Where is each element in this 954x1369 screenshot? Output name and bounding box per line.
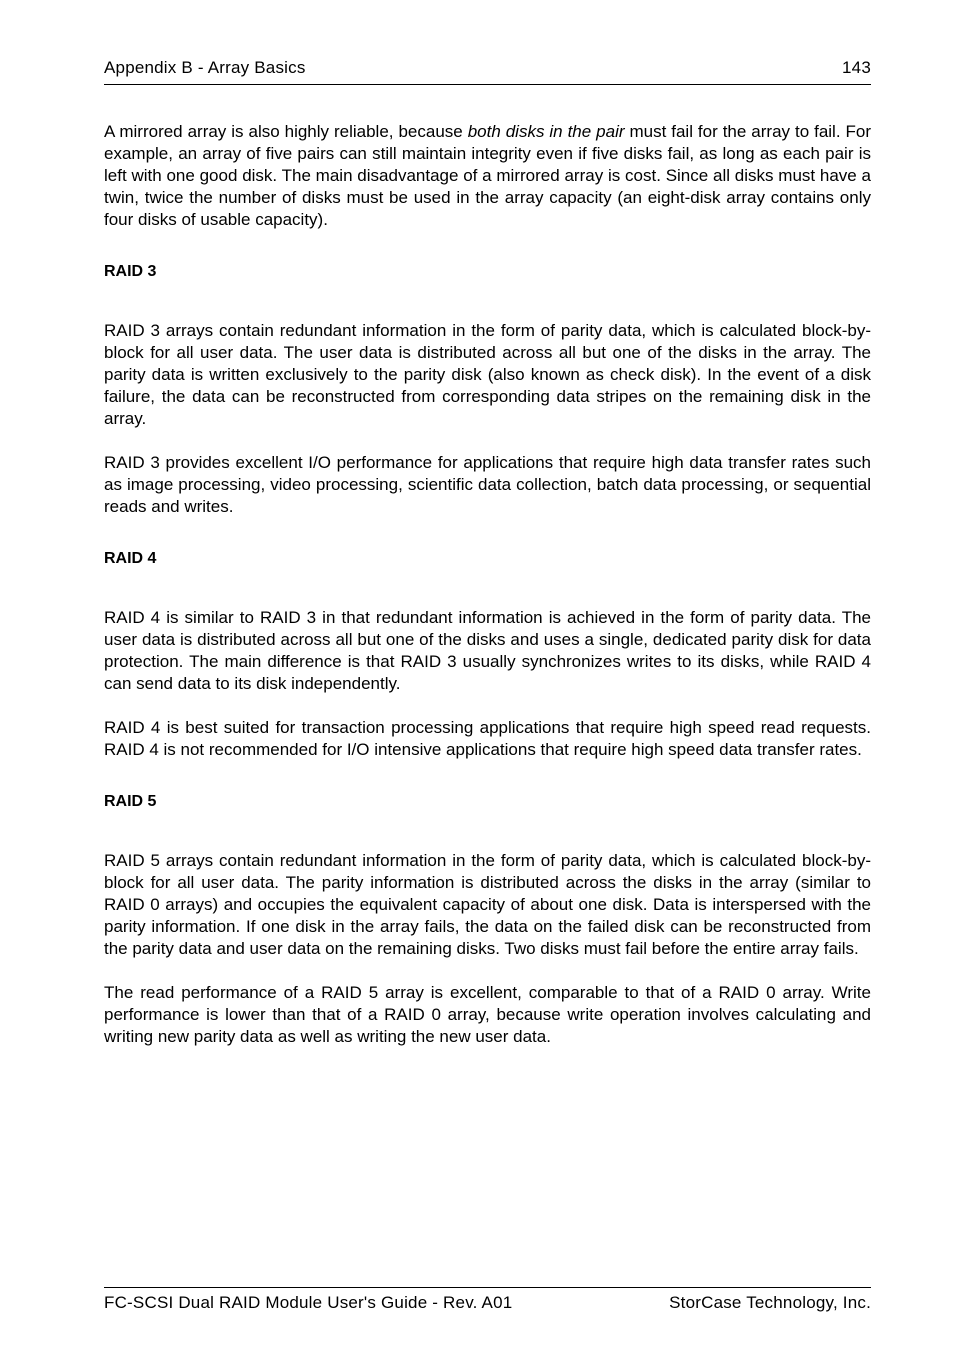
section-heading: RAID 3	[104, 263, 157, 280]
section-raid-4	[104, 548, 871, 761]
page-content	[104, 121, 871, 1048]
section-paragraph: RAID 4 is similar to RAID 3 in that redundant information is achieved in the form of parity data. The user data is distributed across all but one of the disks and uses a single, dedicated parity disk for data protection. The main difference is that RAID 3 usually synchronizes writes to its disks, while RAID 4 can send data to its disk independently.	[104, 608, 871, 693]
intro-emphasis: both disks in the pair	[467, 122, 625, 141]
section-paragraph: RAID 3 provides excellent I/O performance for applications that require high data transfer rates such as image processing, video processing, scientific data collection, batch data processing, or sequential reads and writes.	[104, 453, 871, 516]
section-paragraph: RAID 5 arrays contain redundant information in the form of parity data, which is calculated block-by-block for all user data. The parity information is distributed across the disks in the array (similar to RAID 0 arrays) and occupies the equivalent capacity of about one disk. Data is interspersed with the parity information. If one disk in the array fails, the data on the failed disk can be reconstructed from the parity data and user data on the remaining disks. Two disks must fail before the entire array fails.	[104, 851, 871, 958]
section-heading: RAID 4	[104, 550, 157, 567]
footer-document-title: FC-SCSI Dual RAID Module User's Guide - Rev. A01	[104, 1293, 513, 1312]
section-raid-5	[104, 791, 871, 1048]
header-title: Appendix B - Array Basics	[104, 58, 306, 77]
page-footer	[104, 1293, 871, 1313]
footer-company: StorCase Technology, Inc.	[669, 1293, 871, 1312]
footer-divider	[104, 1287, 871, 1288]
intro-text-end: must fail for the array to fail. For example, an array of five pairs can still maintain integrity even if five disks fail, as long as each pair is left with one good disk. The main disadvantage of a mirrored array is cost. Since all disks must have a twin, twice the number of disks must be used in the array capacity (an eight-disk array contains only four disks of usable capacity).	[104, 122, 871, 229]
document-page	[104, 0, 871, 1369]
section-raid-3	[104, 261, 871, 518]
section-paragraph: RAID 3 arrays contain redundant information in the form of parity data, which is calculated block-by-block for all user data. The user data is distributed across all but one of the disks in the array. The parity data is written exclusively to the parity disk (also known as check disk). In the event of a disk failure, the data can be reconstructed from corresponding data stripes on the remaining disk in the array.	[104, 321, 871, 428]
section-paragraph: RAID 4 is best suited for transaction processing applications that require high speed read requests. RAID 4 is not recommended for I/O intensive applications that require high speed data transfer rates.	[104, 718, 871, 759]
header-divider	[104, 84, 871, 85]
section-heading: RAID 5	[104, 793, 157, 810]
page-number: 143	[842, 58, 871, 77]
intro-text-start: A mirrored array is also highly reliable, because	[104, 122, 468, 141]
intro-paragraph	[104, 121, 871, 231]
section-paragraph: The read performance of a RAID 5 array is excellent, comparable to that of a RAID 0 array. Write performance is lower than that of a RAID 0 array, because write operation involves calculating and writing new parity data as well as writing the new user data.	[104, 983, 871, 1046]
page-header	[104, 58, 871, 78]
